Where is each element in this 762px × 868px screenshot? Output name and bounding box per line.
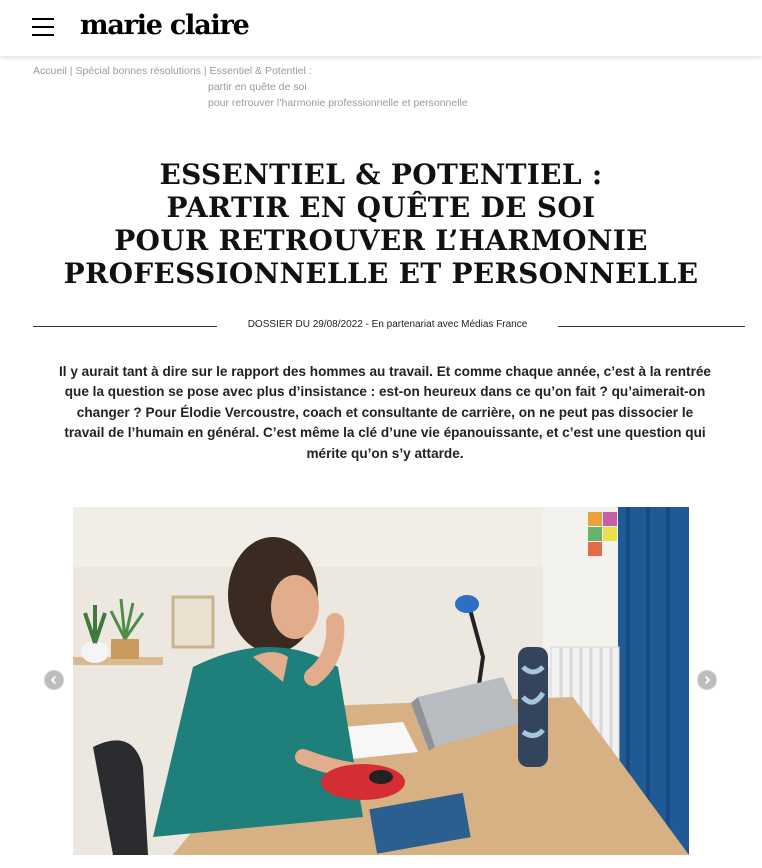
breadcrumb-separator: | bbox=[203, 65, 207, 77]
carousel-photo[interactable] bbox=[73, 507, 689, 855]
intro-line: Il y aurait tant à dire sur le rapport des hommes au travail. Et comme chaque année, c’est à la rentrée bbox=[59, 364, 711, 379]
breadcrumb bbox=[33, 63, 553, 111]
article-title-line: PARTIR EN QUÊTE DE SOI bbox=[166, 191, 596, 224]
hamburger-menu-icon[interactable] bbox=[32, 17, 54, 37]
photo-illustration bbox=[73, 507, 689, 855]
breadcrumb-section-link[interactable]: Spécial bonnes résolutions bbox=[75, 65, 201, 77]
article-meta-text: DOSSIER DU 29/08/2022 - En partenariat avec Médias France bbox=[247, 319, 528, 330]
meta-divider-left bbox=[33, 326, 217, 327]
site-header bbox=[0, 0, 762, 56]
intro-line: que la question se pose avec plus d’insistance : est-on heureux dans ce qu’on fait ? qu’aimerait-on bbox=[64, 384, 706, 400]
breadcrumb-separator: | bbox=[69, 65, 73, 77]
meta-divider-right bbox=[558, 326, 745, 327]
chevron-left-icon bbox=[49, 675, 59, 685]
chevron-right-icon bbox=[702, 675, 712, 685]
breadcrumb-current-cont: partir en quête de soi bbox=[208, 81, 307, 93]
article-title-line: PROFESSIONNELLE ET PERSONNELLE bbox=[63, 257, 699, 290]
breadcrumb-current: Essentiel & Potentiel : bbox=[209, 65, 312, 77]
article-title-line: POUR RETROUVER L’HARMONIE bbox=[114, 224, 648, 257]
article-title bbox=[30, 158, 732, 290]
intro-line: mérite qu’on s’y attarde. bbox=[306, 445, 464, 461]
breadcrumb-current-cont: pour retrouver l’harmonie professionnelle et personnelle bbox=[208, 97, 468, 109]
carousel-prev-button[interactable] bbox=[44, 670, 64, 690]
article-intro bbox=[24, 362, 746, 464]
article-meta bbox=[33, 318, 745, 334]
intro-line: changer ? Pour Élodie Vercoustre, coach et consultante de carrière, on ne peut pas dissocier le bbox=[76, 404, 694, 420]
intro-line: travail de l’humain en général. C’est même la clé d’une vie épanouissante, et c’est une question qui bbox=[64, 425, 706, 441]
site-logo[interactable]: marie claire bbox=[80, 10, 249, 41]
article-title-line: ESSENTIEL & POTENTIEL : bbox=[159, 158, 603, 191]
breadcrumb-home-link[interactable]: Accueil bbox=[33, 65, 67, 77]
carousel-next-button[interactable] bbox=[697, 670, 717, 690]
